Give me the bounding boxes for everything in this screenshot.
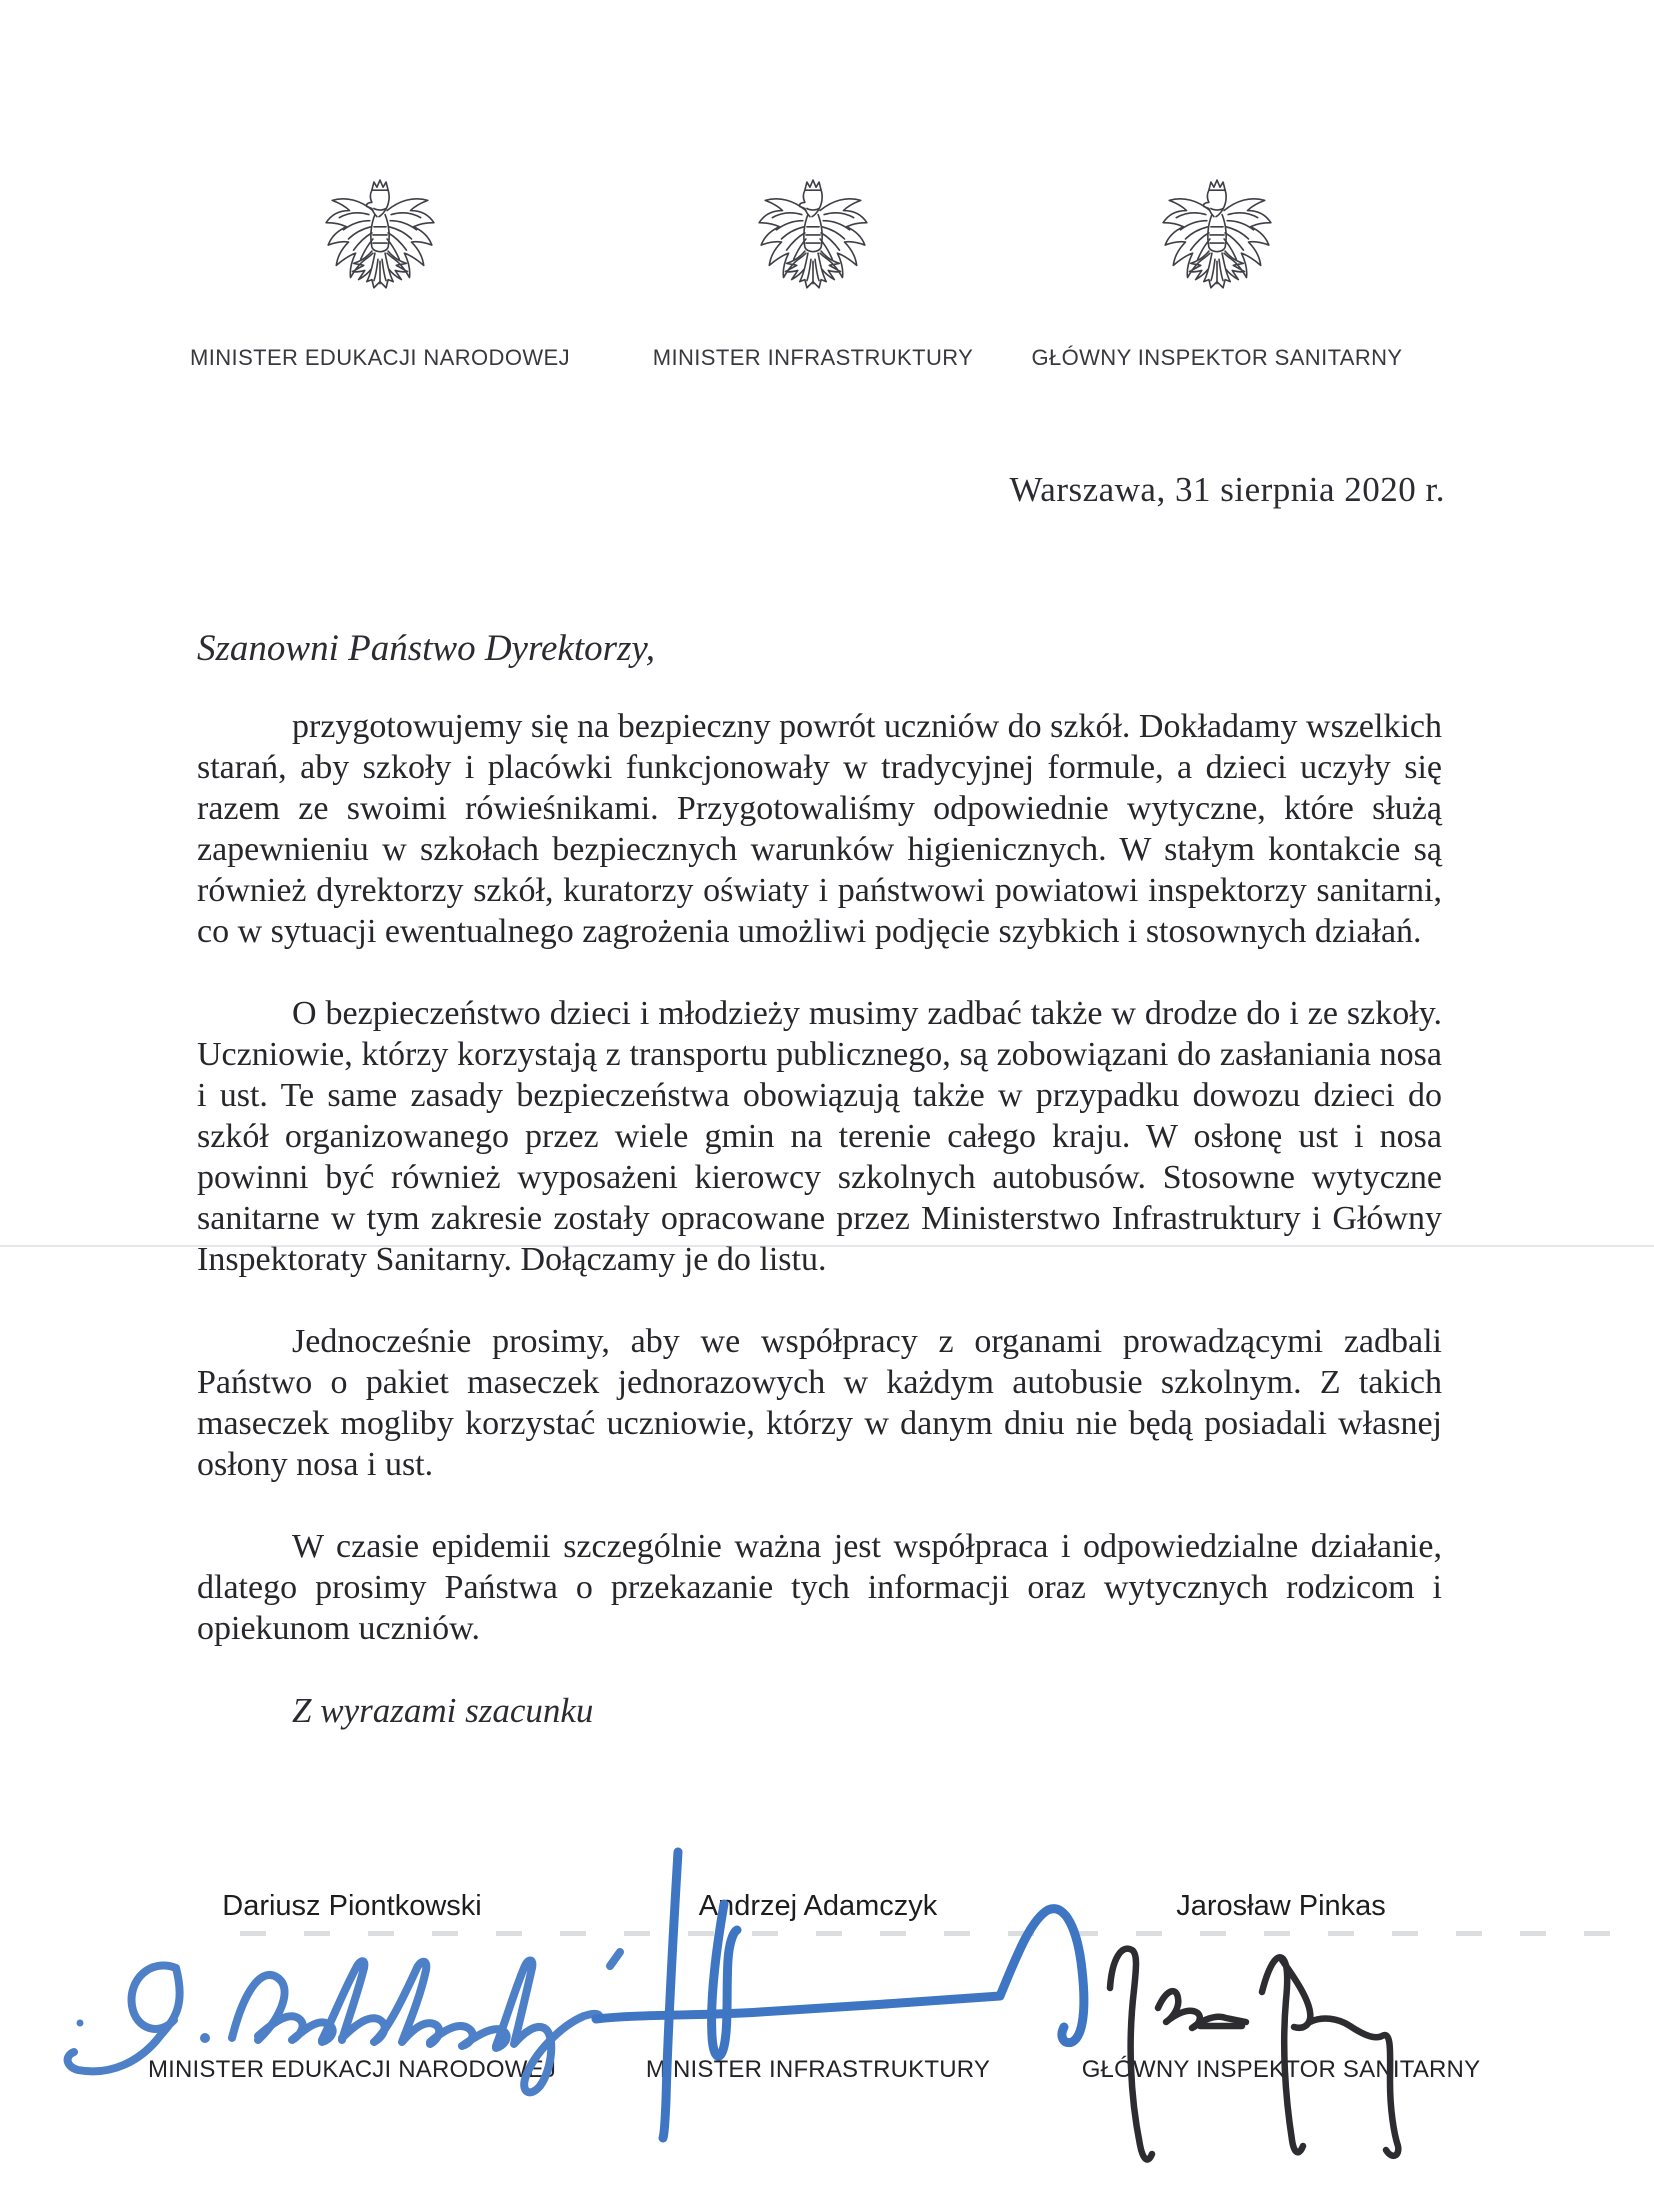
institution-label: MINISTER INFRASTRUKTURY — [652, 345, 974, 370]
scan-artifact-line — [0, 1245, 1654, 1247]
signature-pinkas — [1110, 1949, 1398, 2160]
signer-title-mi: MINISTER INFRASTRUKTURY — [645, 2056, 991, 2083]
paragraph-1: przygotowujemy się na bezpieczny powrót uczniów do szkół. Dokładamy wszelkich starań, aby szkoły i placówki funkcjonowały w tradycyjnej formule, a dzieci uczyły się razem ze swoimi rówieśnikami. Przygotowaliśmy odpowiednie wytyczne, które służą zapewnieniu w szkołach bezpiecznych warunków higienicznych. W stałym kontakcie są również dyrektorzy szkół, kuratorzy oświaty i państwowi powiatowi inspektorzy sanitarni, co w sytuacji ewentualnego zagrożenia umożliwi podjęcie szybkich i stosownych działań. — [197, 708, 1443, 950]
salutation: Szanowni Państwo Dyrektorzy, — [197, 628, 656, 669]
paragraph-3: Jednocześnie prosimy, aby we współpracy z organami prowadzącymi zadbali Państwo o pakiet maseczek jednorazowych w każdym autobusie szkolnym. Z takich maseczek mogliby korzystać uczniowie, którzy w danym dniu nie będą posiadali własnej osłony nosa i ust. — [197, 1323, 1442, 1483]
institution-label: GŁÓWNY INSPEKTOR SANITARNY — [1031, 345, 1403, 370]
institution-label: MINISTER EDUKACJI NARODOWEJ — [190, 345, 570, 370]
scan-artifact-dashes — [240, 1931, 1635, 1936]
polish-eagle-emblem — [324, 178, 436, 304]
closing: Z wyrazami szacunku — [292, 1691, 594, 1730]
letter-body — [197, 628, 1442, 1731]
polish-eagle-emblem — [1161, 178, 1273, 304]
date-line: Warszawa, 31 sierpnia 2020 r. — [1009, 470, 1445, 509]
signer-name-piontkowski: Dariusz Piontkowski — [222, 1890, 482, 1922]
signer-title-gis: GŁÓWNY INSPEKTOR SANITARNY — [1081, 2056, 1481, 2083]
letterhead-institution-mi — [613, 178, 1013, 371]
polish-eagle-emblem — [757, 178, 869, 304]
signer-name-pinkas: Jarosław Pinkas — [1176, 1890, 1386, 1922]
signer-name-adamczyk: Andrzej Adamczyk — [698, 1890, 938, 1922]
letterhead-institution-men — [180, 178, 580, 371]
paragraph-2: O bezpieczeństwo dzieci i młodzieży musimy zadbać także w drodze do i ze szkoły. Uczniowie, którzy korzystają z transportu publicznego, są zobowiązani do zasłaniania nosa i ust. Te same zasady bezpieczeństwa obowiązują także w przypadku dowozu dzieci do szkół organizowanego przez wiele gmin na terenie całego kraju. W osłonę ust i nosa powinni być również wyposażeni kierowcy szkolnych autobusów. Stosowne wytyczne sanitarne w tym zakresie zostały opracowane przez Ministerstwo Infrastruktury i Główny Inspektoraty Sanitarny. Dołączamy je do listu. — [197, 995, 1442, 1278]
paragraph-4: W czasie epidemii szczególnie ważna jest współpraca i odpowiedzialne działanie, dlatego prosimy Państwa o przekazanie tych informacji oraz wytycznych rodzicom i opiekunom uczniów. — [197, 1528, 1442, 1647]
letterhead-institution-gis — [1017, 178, 1417, 371]
signer-title-men: MINISTER EDUKACJI NARODOWEJ — [147, 2056, 557, 2083]
